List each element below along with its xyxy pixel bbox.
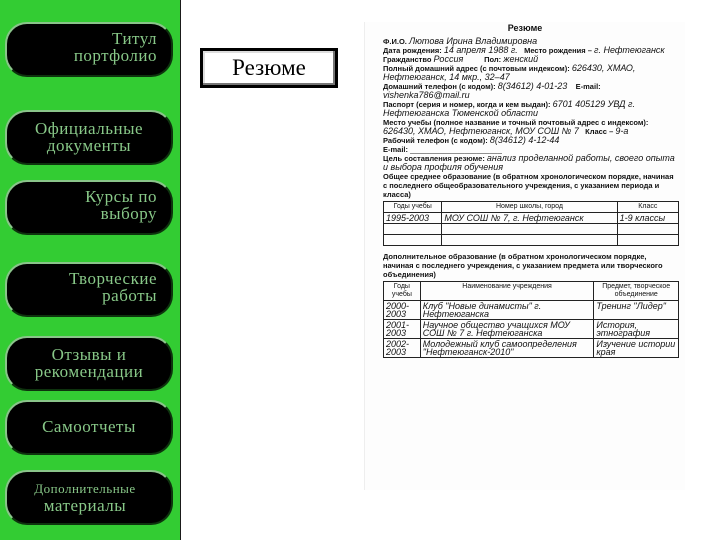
table-row [384, 320, 679, 339]
nav-label-line1: Дополнительные [34, 481, 136, 496]
table-cell [442, 224, 617, 235]
table-row [384, 235, 679, 246]
passport-value: 6701 405129 УВД г. Нефтеюганска Тюменской области [383, 99, 635, 118]
table-cell: 2001-2003 [384, 320, 421, 339]
class-label: Класс – [585, 127, 614, 136]
nav-elective-courses[interactable] [5, 180, 173, 235]
resume-document [364, 22, 685, 490]
email2-row: E-mail: ______________________ [383, 145, 502, 154]
table-cell: Научное общество учащихся МОУ СОШ № 7 г. Нефтеюганска [420, 320, 594, 339]
nav-label-line1: Самоотчеты [42, 417, 136, 436]
table-cell: 1-9 классы [617, 213, 678, 224]
table-cell: МОУ СОШ № 7, г. Нефтеюганск [442, 213, 617, 224]
address-row [383, 64, 679, 82]
nav-label-line2: работы [102, 286, 157, 305]
table-header: Предмет, творческое объединение [594, 282, 679, 301]
table-cell: 2000-2003 [384, 301, 421, 320]
pob-value: г. Нефтеюганск [594, 45, 665, 55]
sex-label: Пол: [484, 55, 502, 64]
phone-row [383, 82, 679, 100]
sex-value: женский [503, 54, 539, 64]
pob-label: Место рождения – [524, 46, 592, 55]
table-header: Наименование учреждения [420, 282, 594, 301]
dob-value: 14 апреля 1988 г. [443, 45, 518, 55]
table-cell [442, 235, 617, 246]
table-cell: История, этнография [594, 320, 679, 339]
table-cell: 2002-2003 [384, 339, 421, 358]
table-header: Номер школы, город [442, 202, 617, 213]
table-header: Класс [617, 202, 678, 213]
extra-edu-label [383, 252, 679, 279]
table-cell [384, 224, 442, 235]
goal-label: Цель составления резюме: [383, 154, 485, 163]
class-value: 9-а [615, 126, 629, 136]
nav-creative-works[interactable] [5, 262, 173, 317]
citizen-label: Гражданство [383, 55, 432, 64]
table-cell [617, 224, 678, 235]
table-header: Годы учебы [384, 282, 421, 301]
address-label: Полный домашний адрес (с почтовым индексом): [383, 64, 570, 73]
nav-label-line2: документы [46, 136, 132, 155]
table-row [384, 224, 679, 235]
general-edu-table [383, 201, 679, 246]
sidebar-nav [0, 0, 181, 540]
nav-label-line2: рекомендации [34, 362, 144, 381]
table-cell: Тренинг "Лидер" [594, 301, 679, 320]
table-header-row [384, 282, 679, 301]
nav-label-line1: Творческие [69, 269, 157, 288]
table-cell: Молодежный клуб самоопределения "Нефтеюганск-2010" [420, 339, 594, 358]
fio-label: Ф.И.О. [383, 37, 407, 46]
work-phone-label: Рабочий телефон (с кодом): [383, 136, 488, 145]
nav-label-line2: портфолио [73, 46, 157, 65]
goal-value: анализ проделанной работы, своего опыта и выбора профиля обучения [383, 153, 675, 172]
table-cell [617, 235, 678, 246]
table-cell: 1995-2003 [384, 213, 442, 224]
work-phone-value: 8(34612) 4-12-44 [489, 135, 560, 145]
dob-label: Дата рождения: [383, 46, 442, 55]
general-edu-text: Общее среднее образование (в обратном хронологическом порядке, начиная с последнего общеобразовательного учреждения, с указанием периода и класса) [383, 172, 674, 199]
table-cell: Клуб "Новые динамисты" г. Нефтеюганска [420, 301, 594, 320]
phone-label: Домашний телефон (с кодом): [383, 82, 496, 91]
fio-value: Лютова Ирина Владимировна [408, 36, 538, 46]
nav-official-documents[interactable] [5, 110, 173, 165]
citizen-value: Россия [433, 54, 464, 64]
table-row [384, 301, 679, 320]
passport-row [383, 100, 679, 118]
table-header: Годы учебы [384, 202, 442, 213]
extra-edu-table [383, 281, 679, 358]
doc-title: Резюме [507, 23, 543, 33]
nav-label-line2: материалы [43, 496, 127, 515]
nav-label-line1: Отзывы и [51, 345, 127, 364]
resume-button[interactable]: Резюме [200, 48, 338, 88]
school-label: Место учебы (полное название и точный почтовый адрес с индексом): [383, 118, 649, 127]
nav-label-line1: Титул [112, 29, 157, 48]
nav-label-line2: выбору [100, 204, 157, 223]
table-header-row [384, 202, 679, 213]
nav-self-reports[interactable] [5, 400, 173, 455]
email-value: vishenka786@mail.ru [383, 90, 470, 100]
nav-label-line1: Курсы по [85, 187, 157, 206]
nav-label-line1: Официальные [34, 119, 144, 138]
nav-reviews-recommendations[interactable] [5, 336, 173, 391]
school-row [383, 118, 679, 136]
table-cell: Изучение истории края [594, 339, 679, 358]
table-cell [384, 235, 442, 246]
passport-label: Паспорт (серия и номер, когда и кем выдан): [383, 100, 551, 109]
school-value: 626430, ХМАО, Нефтеюганск, МОУ СОШ № 7 [383, 126, 579, 136]
phone-value: 8(34612) 4-01-23 [497, 81, 568, 91]
table-row [384, 339, 679, 358]
table-row [384, 213, 679, 224]
nav-additional-materials[interactable] [5, 470, 173, 525]
address-value: 626430, ХМАО, Нефтеюганск, 14 мкр., 32–47 [383, 63, 636, 82]
goal-row [383, 154, 679, 172]
general-edu-label [383, 172, 679, 199]
extra-edu-text: Дополнительное образование (в обратном хронологическом порядке, начиная с последнего учреждения, с указанием предмета или творческого объединения) [383, 252, 663, 279]
email2-label: E-mail: [383, 145, 409, 154]
email-label: E-mail: [575, 82, 601, 91]
work-phone-row [383, 136, 679, 145]
nav-title-portfolio[interactable] [5, 22, 173, 77]
